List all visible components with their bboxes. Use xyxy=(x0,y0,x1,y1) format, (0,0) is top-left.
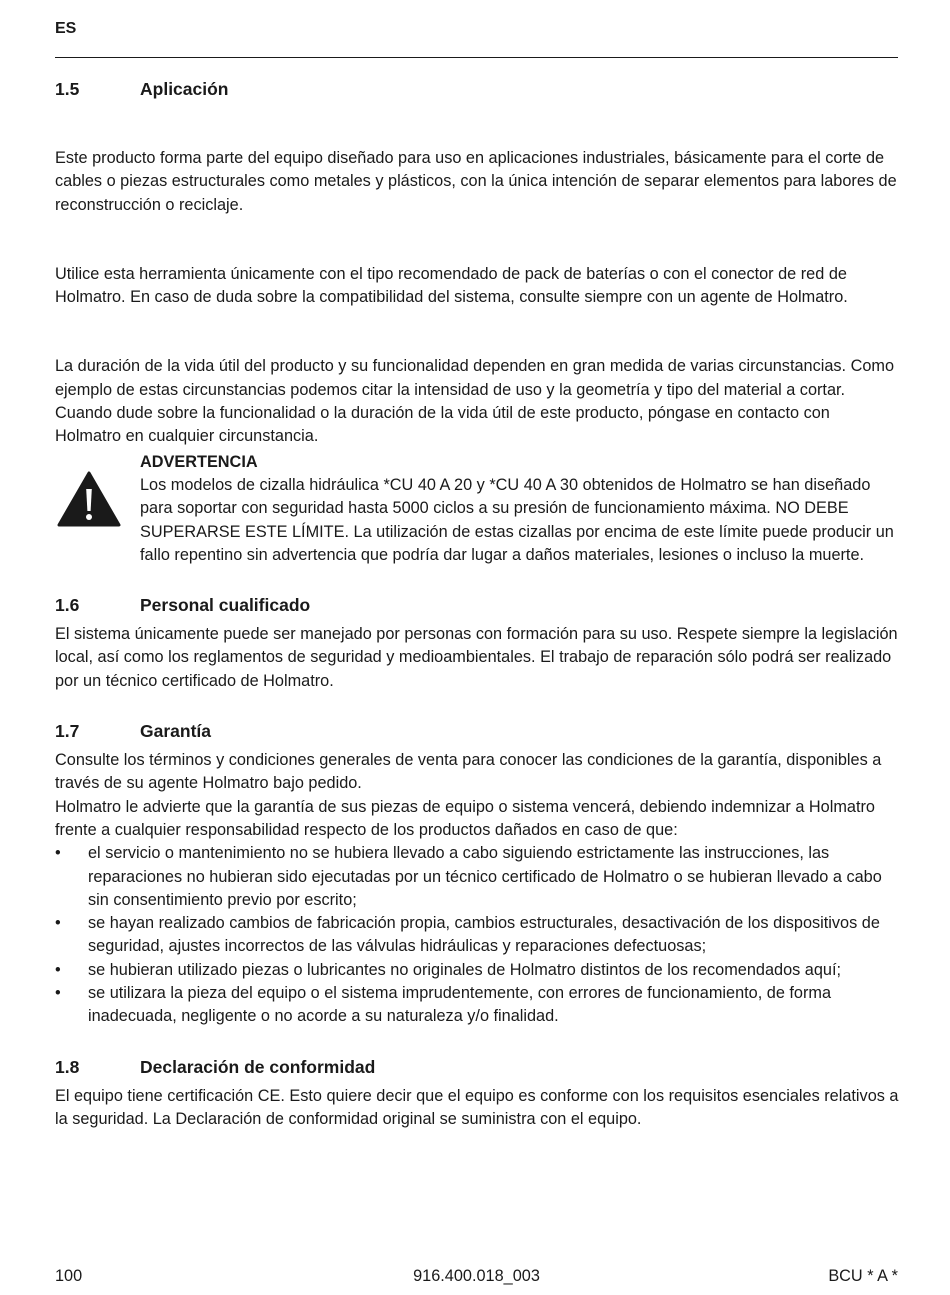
section-number: 1.7 xyxy=(55,721,80,742)
list-item xyxy=(55,982,900,1029)
paragraph-application: Este producto forma parte del equipo diseñado para uso en aplicaciones industriales, básicamente para el corte de cables o piezas estructurales como metales y plásticos, con la única intención de separar elementos para labores de reconstrucción o reciclaje. xyxy=(55,149,897,214)
bullet: • xyxy=(55,984,61,1003)
section-heading-1-7 xyxy=(55,719,900,743)
list-item-text: se hayan realizado cambios de fabricación propia, cambios estructurales, desactivación de los dispositivos de seguridad, ajustes incorrectos de las válvulas hidráulicas y reparaciones defectuosas; xyxy=(88,914,880,956)
bullet: • xyxy=(55,844,61,863)
paragraph-warranty-void: Holmatro le advierte que la garantía de sus piezas de equipo o sistema vencerá, debiendo indemnizar a Holmatro frente a cualquier responsabilidad respecto de los productos dañados en caso de que: xyxy=(55,797,875,839)
paragraph-conformity: El equipo tiene certificación CE. Esto quiere decir que el equipo es conforme con los requisitos esenciales relativos a la seguridad. La Declaración de conformidad original se suministra con el equipo. xyxy=(55,1086,899,1128)
list-item-text: se utilizara la pieza del equipo o el sistema imprudentemente, con errores de funcionamiento, de forma inadecuada, negligente o no acorde a su naturaleza y/o finalidad. xyxy=(88,984,832,1026)
paragraph-battery: Utilice esta herramienta únicamente con el tipo recomendado de pack de baterías o con el conector de red de Holmatro. En caso de duda sobre la compatibilidad del sistema, consulte siempre con un agente de Holmatro. xyxy=(55,264,848,307)
paragraph-personnel: El sistema únicamente puede ser manejado por personas con formación para su uso. Respete siempre la legislación local, así como los reglamentos de seguridad y medioambientales. El trabajo de reparación sólo podrá ser realizado por un técnico certificado de Holmatro. xyxy=(55,625,898,690)
list-item xyxy=(55,842,900,912)
header-rule xyxy=(55,57,898,58)
bullet: • xyxy=(55,960,61,979)
bullet: • xyxy=(55,914,61,933)
warning-title: ADVERTENCIA xyxy=(140,452,258,471)
paragraph-lifetime: La duración de la vida útil del producto y su funcionalidad dependen en gran medida de varias circunstancias. Como ejemplo de estas circunstancias podemos citar la intensidad de uso y la geometría y tipo del material a cortar. Cuando dude sobre la funcionalidad o la duración de la vida útil de este producto, póngase en contacto con Holmatro en cualquier circunstancia. xyxy=(55,357,895,446)
warning-triangle-icon xyxy=(55,471,140,527)
document-number: 916.400.018_003 xyxy=(413,1267,540,1285)
section-heading-1-6 xyxy=(55,593,900,617)
list-item xyxy=(55,912,900,959)
section-title: Garantía xyxy=(140,721,211,742)
section-number: 1.8 xyxy=(55,1056,80,1077)
warning-block xyxy=(55,451,900,567)
model-code: BCU * A * xyxy=(828,1267,898,1285)
warning-text: Los modelos de cizalla hidráulica *CU 40 A 20 y *CU 40 A 30 obtenidos de Holmatro se han diseñado para soportar con seguridad hasta 5000 ciclos a su presión de funcionamiento máxima. NO DEBE SUPERARSE ESTE LÍMITE. La utilización de estas cizallas por encima de este límite puede producir un fallo repentino sin advertencia que podría dar lugar a daños materiales, lesiones o incluso la muerte. xyxy=(140,475,894,564)
page-number: 100 xyxy=(55,1267,83,1285)
page-content xyxy=(55,76,900,1131)
section-heading-1-5 xyxy=(55,77,900,101)
warranty-conditions-list xyxy=(55,842,900,1028)
paragraph-warranty-terms: Consulte los términos y condiciones generales de venta para conocer las condiciones de la garantía, disponibles a través de su agente Holmatro bajo pedido. xyxy=(55,751,882,793)
language-code: ES xyxy=(55,20,77,37)
section-title: Aplicación xyxy=(140,79,229,99)
section-title: Personal cualificado xyxy=(140,595,311,616)
list-item xyxy=(55,959,900,982)
section-title: Declaración de conformidad xyxy=(140,1056,376,1077)
section-number: 1.5 xyxy=(55,79,80,99)
section-number: 1.6 xyxy=(55,595,80,616)
section-heading-1-8 xyxy=(55,1055,900,1079)
list-item-text: el servicio o mantenimiento no se hubiera llevado a cabo siguiendo estrictamente las instrucciones, las reparaciones no hubieran sido ejecutadas por un técnico certificado de Holmatro o se hubieran llevado a cabo sin consentimiento previo por escrito; xyxy=(88,844,882,909)
list-item-text: se hubieran utilizado piezas o lubricantes no originales de Holmatro distintos de los recomendados aquí; xyxy=(88,960,841,979)
